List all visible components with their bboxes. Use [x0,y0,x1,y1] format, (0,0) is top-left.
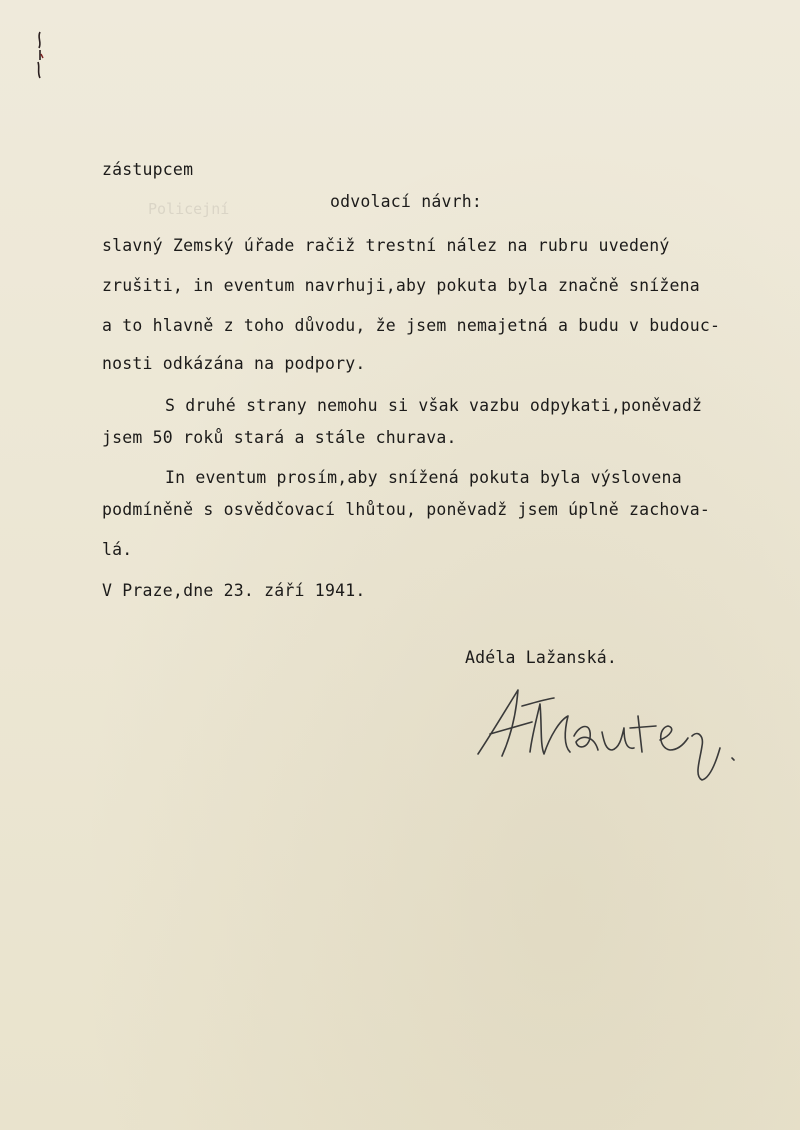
reverse-show-through: Policejní [148,200,230,218]
body-line: zrušiti, in eventum navrhuji,aby pokuta byla značně snížena [102,276,700,295]
body-line: lá. [102,540,133,559]
edge-ink-mark [34,30,44,80]
date-line: V Praze,dne 23. září 1941. [102,581,366,600]
document-heading: odvolací návrh: [330,192,483,211]
body-line: jsem 50 roků stará a stále churava. [102,428,457,447]
handwritten-signature [470,676,760,786]
salutation-line: zástupcem [102,160,194,179]
signatory-name: Adéla Lažanská. [465,648,618,667]
body-line: a to hlavně z toho důvodu, že jsem nemajetná a budu v budouc- [102,316,721,335]
body-line: podmíněně s osvědčovací lhůtou, poněvadž jsem úplně zachova- [102,500,711,519]
body-line: In eventum prosím,aby snížená pokuta byla výslovena [165,468,682,487]
body-line: slavný Zemský úřade račiž trestní nález na rubru uvedený [102,236,670,255]
body-line: nosti odkázána na podpory. [102,354,366,373]
body-line: S druhé strany nemohu si však vazbu odpykati,poněvadž [165,396,703,415]
